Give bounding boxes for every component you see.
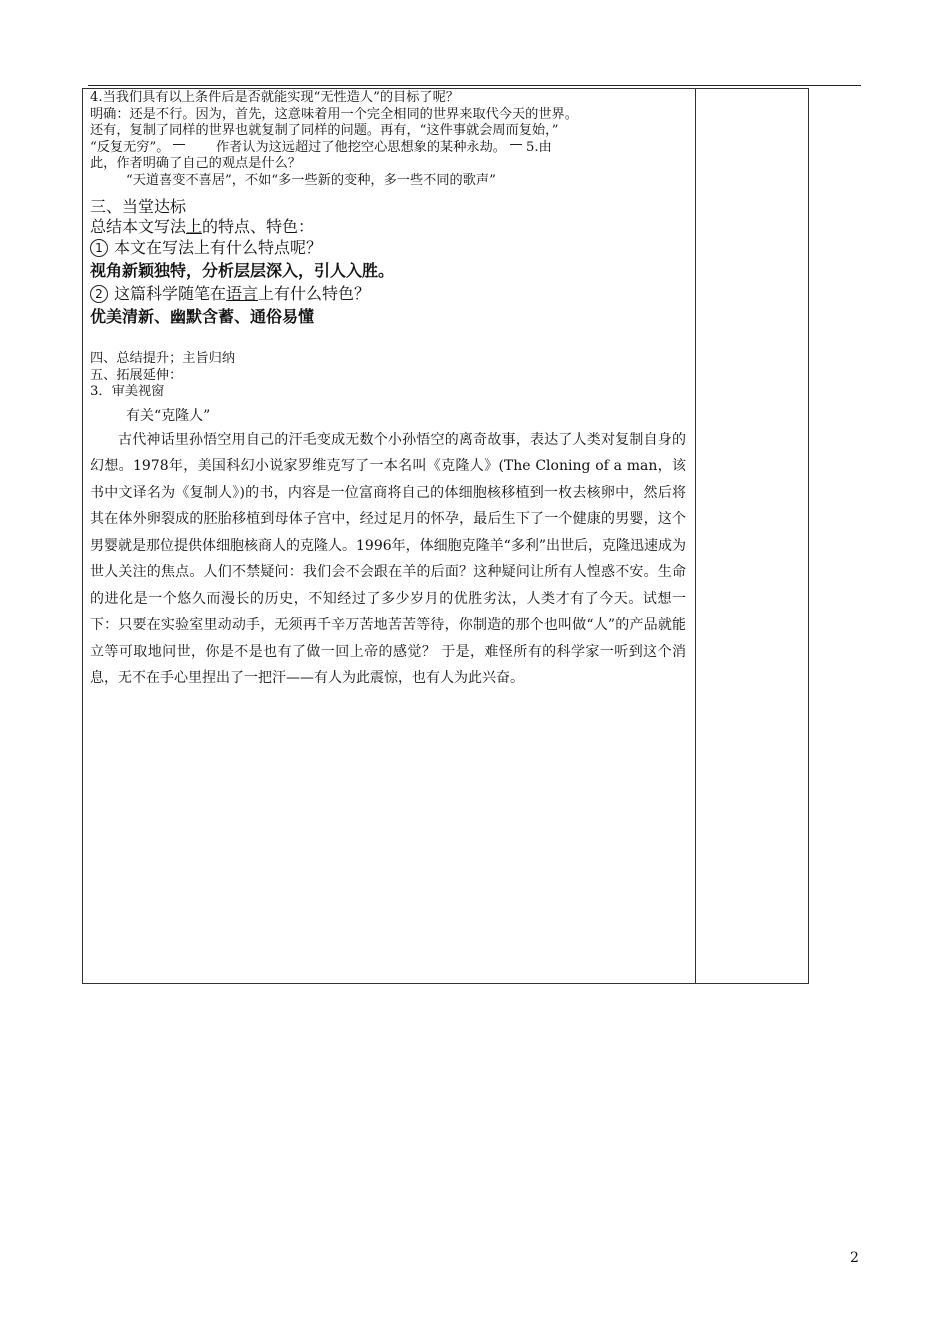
answer-bold: 视角新颖独特，分析层层深入，引人入胜。	[90, 261, 395, 280]
reading-title: 有关“克隆人”	[126, 407, 211, 424]
question-5: 此，作者明确了自己的观点是什么？	[90, 156, 301, 171]
circled-number: 2	[90, 285, 108, 303]
reading-paragraph: 古代神话里孙悟空用自己的汗毛变成无数个小孙悟空的离奇故事，表达了人类对复制自身的幻想。1978年，美国科幻小说家罗维克写了一本名叫《克隆人》(The Cloning of a man，该书中文译名为《复制人》)的书，内容是一位富商将自己的体细胞核移植到一枚去核卵中，然后将其在体外卵裂成的胚胎移植到母体子宫中，经过足月的怀孕，最后生下了一个健康的男婴，这个男婴就是那位提供体细胞核商人的克隆人。1996年，体细胞克隆羊“多利”出世后，克隆迅速成为世人关注的焦点。人们不禁疑问：我们会不会跟在羊的后面？这种疑问让所有人惶惑不安。生命的进化是一个悠久而漫长的历史，不知经过了多少岁月的优胜劣汰，人类才有了今天。试想一下：只要在实验室里动动手，无须再千辛万苦地苦苦等待，你制造的那个也叫做“人”的产品就能立等可取地问世，你是不是也有了做一回上帝的感觉？ 于是，难怪所有的科学家一听到这个消息，无不在手心里捏出了一把汗——有人为此震惊，也有人为此兴奋。	[90, 431, 686, 686]
main-cell	[90, 90, 690, 692]
question-item: 2 这篇科学随笔在语言上有什么特色？	[90, 283, 690, 305]
answer-quote: “天道喜变不喜居”，不如“多一些新的变种，多一些不同的歌声”	[126, 172, 496, 188]
answer-line: 还有，复制了同样的世界也就复制了同样的问题。再有，“这件事就会周而复始，”	[90, 123, 559, 138]
answer-line	[90, 140, 690, 157]
section-heading: 五、拓展延伸：	[90, 367, 183, 383]
question-4: 4.当我们具有以上条件后是否就能实现“无性造人”的目标了呢？	[90, 90, 459, 105]
answer-fragment: “反复无穷”。	[90, 139, 170, 155]
question-5-start: 5.由	[525, 139, 552, 155]
circled-number: 1	[90, 239, 108, 257]
header-rule	[88, 85, 861, 86]
section-heading: 四、总结提升；主旨归纳	[90, 351, 236, 366]
question-item: 1 本文在写法上有什么特点呢？	[90, 237, 690, 259]
column-divider	[695, 89, 696, 983]
answer-bold: 优美清新、幽默含蓄、通俗易懂	[90, 307, 315, 326]
answer-fragment: 作者认为这远超过了他挖空心思想象的某种永劫。	[215, 139, 506, 155]
edit-mark-icon	[510, 144, 522, 149]
edit-mark-icon	[173, 144, 185, 149]
answer-line: 明确：还是不行。因为，首先，这意味着用一个完全相同的世界来取代今天的世界。	[90, 106, 578, 122]
section-heading: 三、当堂达标	[90, 197, 187, 216]
subsection-item: 3．审美视窗	[90, 384, 165, 399]
section-subheading: 总结本文写法上的特点、特色：	[90, 217, 315, 236]
page-number: 2	[850, 1250, 859, 1266]
